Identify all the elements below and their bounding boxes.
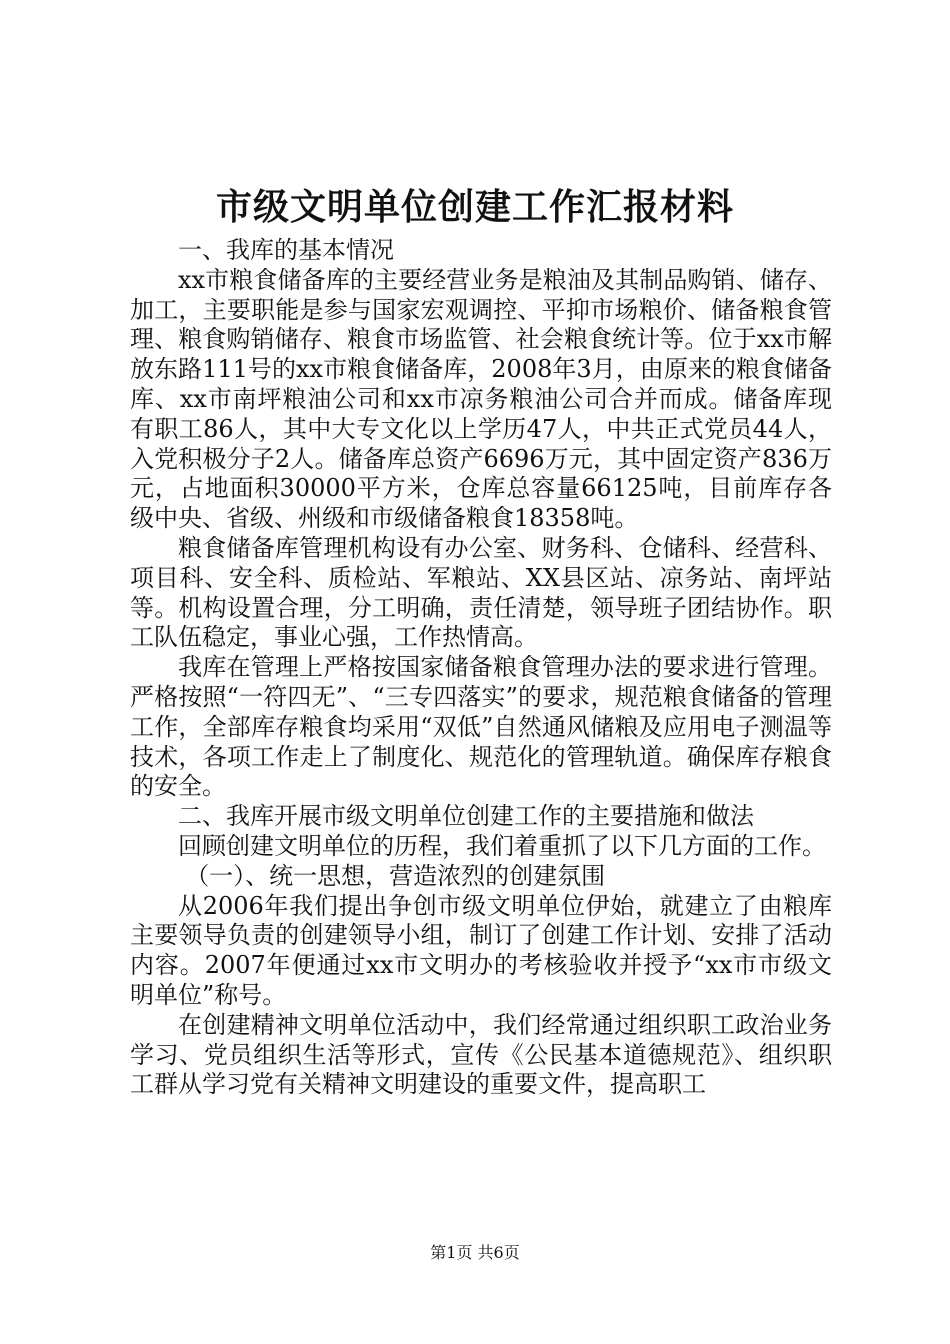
page-footer: 第1页 共6页 [430,1243,520,1262]
document-title: 市级文明单位创建工作汇报材料 [215,186,734,228]
paragraph-management: 我库在管理上严格按国家储备粮食管理办法的要求进行管理。严格按照“一符四无”、“三专四落实”的要求，规范粮食储备的管理工作，全部库存粮食均采用“双低”自然通风储粮及应用电子测温等技术，各项工作走上了制度化、规范化的管理轨道。确保库存粮食的安全。 [130,653,832,801]
document-body [130,236,832,1100]
paragraph-review: 回顾创建文明单位的历程，我们着重抓了以下几方面的工作。 [178,831,826,860]
section-heading-measures: 二、我库开展市级文明单位创建工作的主要措施和做法 [178,802,754,831]
paragraph-activities: 在创建精神文明单位活动中，我们经常通过组织职工政治业务学习、党员组织生活等形式，宣传《公民基本道德规范》、组织职工群从学习党有关精神文明建设的重要文件，提高职工 [130,1010,832,1099]
paragraph-overview: xx市粮食储备库的主要经营业务是粮油及其制品购销、储存、加工，主要职能是参与国家宏观调控、平抑市场粮价、储备粮食管理、粮食购销储存、粮食市场监管、社会粮食统计等。位于xx市解放东路111号的xx市粮食储备库，2008年3月，由原来的粮食储备库、xx市南坪粮油公司和xx市凉务粮油公司合并而成。储备库现有职工86人，其中大专文化以上学历47人，中共正式党员44人，入党积极分子2人。储备库总资产6696万元，其中固定资产836万元，占地面积30000平方米，仓库总容量66125吨，目前库存各级中央、省级、州级和市级储备粮食18358吨。 [130,265,832,533]
subsection-heading-unify: （一）、统一思想，营造浓烈的创建氛围 [185,861,606,890]
paragraph-history: 从2006年我们提出争创市级文明单位伊始，就建立了由粮库主要领导负责的创建领导小组，制订了创建工作计划、安排了活动内容。2007年便通过xx市文明办的考核验收并授予“xx市市级文明单位”称号。 [130,891,832,1009]
section-heading-basic-info: 一、我库的基本情况 [178,236,394,264]
paragraph-organization: 粮食储备库管理机构设有办公室、财务科、仓储科、经营科、项目科、安全科、质检站、军粮站、XX县区站、凉务站、南坪站等。机构设置合理，分工明确，责任清楚，领导班子团结协作。职工队伍稳定，事业心强，工作热情高。 [130,533,832,652]
